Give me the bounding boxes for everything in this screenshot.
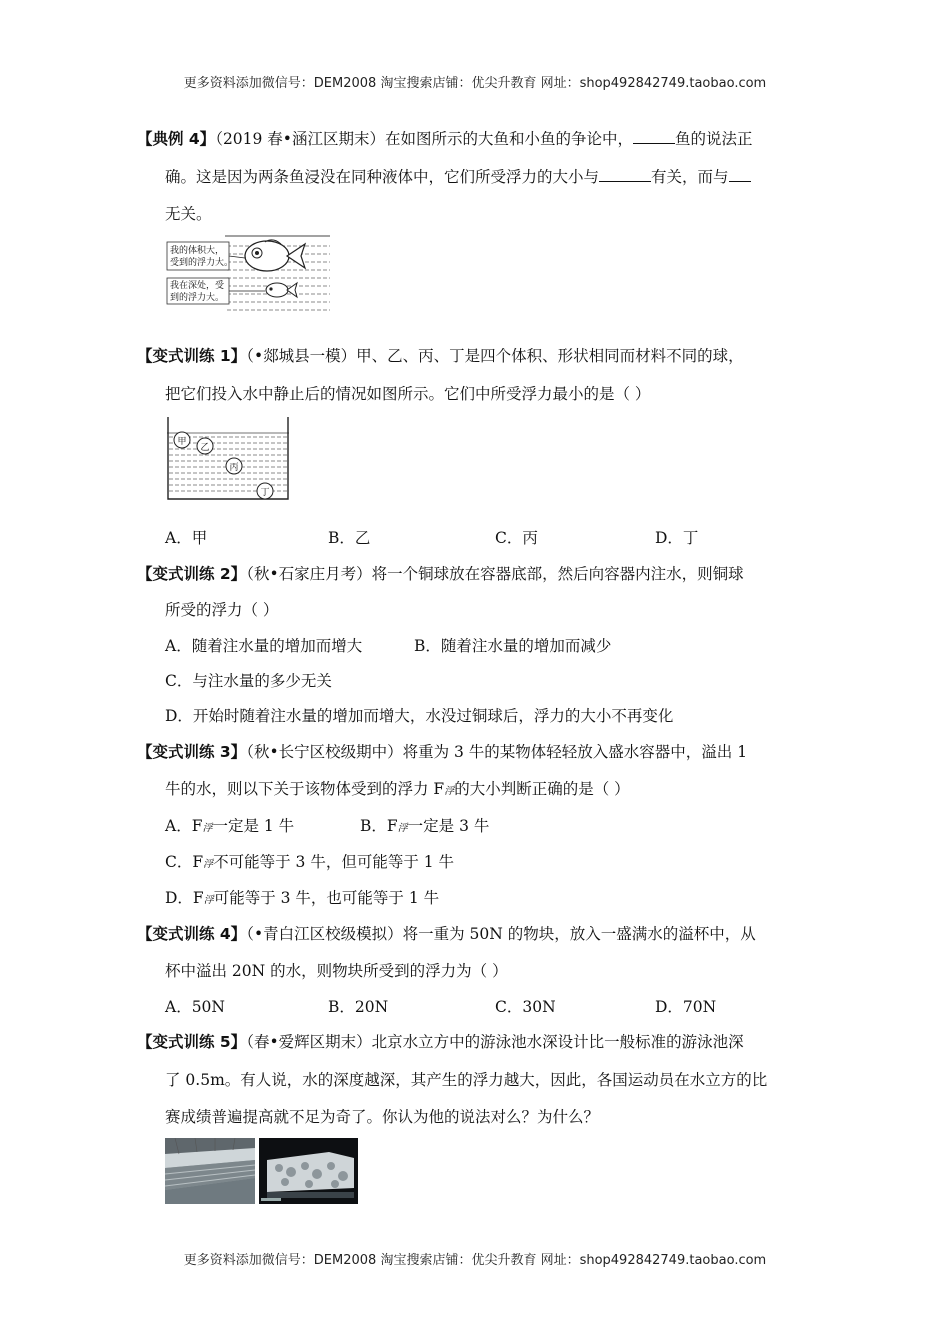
training-3-option-b[interactable]: B．F浮一定是 3 牛	[360, 817, 490, 835]
answer-blank-1[interactable]	[633, 128, 675, 144]
example-4-line-2: 确。这是因为两条鱼浸没在同种液体中，它们所受浮力的大小与 有关，而与	[165, 166, 751, 187]
example-4-line-3: 无关。	[165, 205, 212, 223]
training-5-line-3: 赛成绩普遍提高就不足为奇了。你认为他的说法对么？为什么？	[165, 1108, 600, 1126]
training-3-label: 【变式训练 3】	[137, 743, 247, 761]
page-header: 更多资料添加微信号：DEM2008 淘宝搜索店铺：优尖升教育 网址：shop492842749.taobao.com	[183, 76, 767, 91]
answer-blank-2[interactable]	[599, 166, 651, 182]
training-2-option-a[interactable]: A．随着注水量的增加而增大	[165, 637, 363, 655]
training-3-line-1: 【变式训练 3】（秋•长宁区校级期中）将重为 3 牛的某物体轻轻放入盛水容器中，溢出 1	[137, 743, 748, 761]
pool-interior-photo	[165, 1138, 255, 1204]
training-3-option-a[interactable]: A．F浮一定是 1 牛	[165, 817, 295, 835]
container-figure	[165, 415, 295, 503]
ball-bing-label: 丙	[229, 463, 239, 473]
training-1-option-a[interactable]: A．甲	[165, 529, 208, 547]
training-4-option-d[interactable]: D．70N	[655, 998, 717, 1016]
training-4-option-a[interactable]: A．50N	[165, 998, 225, 1016]
example-4-line-1: 【典例 4】（2019 春•涵江区期末）在如图所示的大鱼和小鱼的争论中， 鱼的说法正	[137, 130, 753, 148]
training-4-line-2: 杯中溢出 20N 的水，则物块所受到的浮力为（ ）	[165, 962, 508, 980]
training-5-line-2: 了 0.5m。有人说，水的深度越深，其产生的浮力越大，因此，各国运动员在水立方的比	[165, 1071, 768, 1089]
training-4-label: 【变式训练 4】	[137, 925, 247, 943]
training-3-line-2: 牛的水，则以下关于该物体受到的浮力 F浮的大小判断正确的是（ ）	[165, 780, 630, 798]
training-1-option-c[interactable]: C．丙	[495, 529, 538, 547]
water-cube-photo	[259, 1138, 358, 1204]
fish-figure	[165, 232, 335, 316]
big-fish-icon	[229, 240, 305, 271]
page-footer: 更多资料添加微信号：DEM2008 淘宝搜索店铺：优尖升教育 网址：shop492842749.taobao.com	[183, 1253, 767, 1268]
small-fish-text-2: 到的浮力大。	[170, 293, 225, 303]
ball-jia-label: 甲	[177, 437, 187, 447]
big-fish-text-2: 受到的浮力大。	[170, 258, 234, 268]
training-3-option-c[interactable]: C．F浮不可能等于 3 牛，但可能等于 1 牛	[165, 853, 455, 871]
training-1-option-d[interactable]: D．丁	[655, 529, 699, 547]
training-3-option-d[interactable]: D．F浮可能等于 3 牛，也可能等于 1 牛	[165, 889, 440, 907]
training-4-option-b[interactable]: B．20N	[328, 998, 389, 1016]
training-2-option-c[interactable]: C．与注水量的多少无关	[165, 672, 332, 690]
training-1-option-b[interactable]: B．乙	[328, 529, 371, 547]
training-1-label: 【变式训练 1】	[137, 347, 247, 365]
small-fish-icon	[229, 283, 297, 297]
training-2-option-b[interactable]: B．随着注水量的增加而减少	[414, 637, 612, 655]
example-4-label: 【典例 4】	[137, 130, 216, 148]
training-1-line-1: 【变式训练 1】（•郯城县一模）甲、乙、丙、丁是四个体积、形状相同而材料不同的球，	[137, 347, 744, 365]
training-5-line-1: 【变式训练 5】（春•爱辉区期末）北京水立方中的游泳池水深设计比一般标准的游泳池深	[137, 1033, 744, 1051]
training-1-line-2: 把它们投入水中静止后的情况如图所示。它们中所受浮力最小的是（ ）	[165, 385, 651, 403]
training-5-label: 【变式训练 5】	[137, 1033, 247, 1051]
small-fish-text-1: 我在深处，受	[170, 281, 225, 291]
ball-yi-label: 乙	[200, 443, 210, 453]
training-2-line-2: 所受的浮力（ ）	[165, 601, 279, 619]
training-4-option-c[interactable]: C．30N	[495, 998, 556, 1016]
training-2-label: 【变式训练 2】	[137, 565, 247, 583]
training-2-line-1: 【变式训练 2】（秋•石家庄月考）将一个铜球放在容器底部，然后向容器内注水，则铜球	[137, 565, 744, 583]
answer-blank-3[interactable]	[729, 166, 751, 182]
training-2-option-d[interactable]: D．开始时随着注水量的增加而增大，水没过铜球后，浮力的大小不再变化	[165, 707, 674, 725]
big-fish-text-1: 我的体积大，	[170, 246, 225, 256]
ball-ding-label: 丁	[260, 488, 270, 498]
training-4-line-1: 【变式训练 4】（•青白江区校级模拟）将一重为 50N 的物块，放入一盛满水的溢杯中，从	[137, 925, 756, 943]
